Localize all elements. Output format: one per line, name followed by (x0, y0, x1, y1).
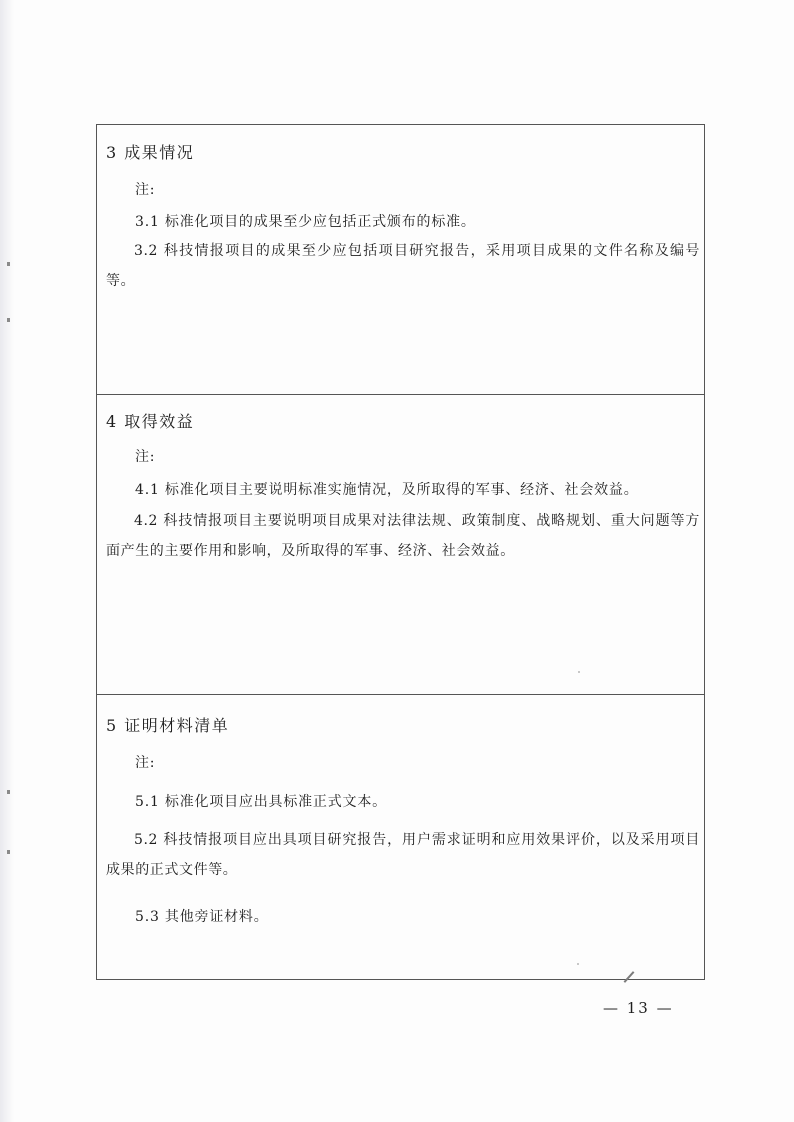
section-benefits (97, 394, 704, 694)
note-label: 注: (135, 182, 156, 198)
scan-speck (578, 671, 580, 673)
note-item: 5.1 标准化项目应出具标准正式文本。 (135, 794, 387, 810)
section-heading: 4 取得效益 (106, 412, 195, 431)
note-item: 3.1 标准化项目的成果至少应包括正式颁布的标准。 (135, 214, 476, 230)
section-heading: 3 成果情况 (106, 143, 195, 162)
note-label: 注: (135, 755, 156, 771)
scan-edge-mark (7, 790, 10, 794)
scan-edge-mark (7, 262, 10, 266)
section-heading: 5 证明材料清单 (106, 716, 230, 735)
page-number: — 13 — (603, 999, 674, 1017)
note-item: 4.1 标准化项目主要说明标准实施情况，及所取得的军事、经济、社会效益。 (135, 482, 639, 498)
note-item: 4.2 科技情报项目主要说明项目成果对法律法规、政策制度、战略规划、重大问题等方面产生的主要作用和影响，及所取得的军事、经济、社会效益。 (106, 513, 700, 559)
scan-edge-mark (7, 850, 10, 854)
section-evidence-list (97, 694, 704, 979)
scan-edge-shadow (0, 0, 14, 1122)
scan-edge-mark (7, 318, 10, 322)
scan-speck (577, 963, 579, 965)
section-results (97, 125, 704, 394)
note-item: 3.2 科技情报项目的成果至少应包括项目研究报告，采用项目成果的文件名称及编号等。 (106, 243, 700, 289)
note-item: 5.2 科技情报项目应出具项目研究报告，用户需求证明和应用效果评价，以及采用项目成果的正式文件等。 (106, 832, 700, 878)
form-table (96, 124, 705, 980)
note-item: 5.3 其他旁证材料。 (135, 909, 269, 925)
note-label: 注: (135, 449, 156, 465)
